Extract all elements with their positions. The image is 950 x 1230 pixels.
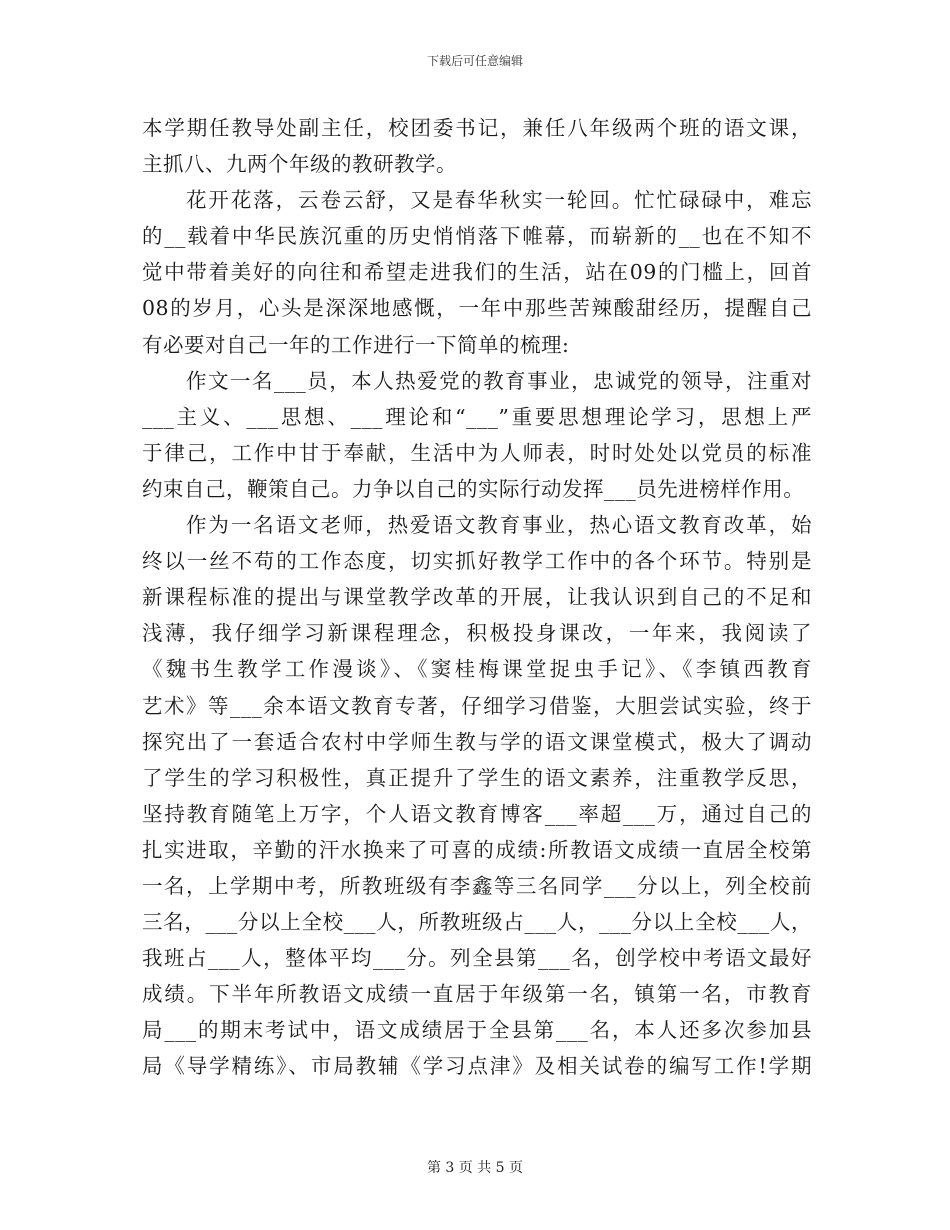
text-line: 我班占___人，整体平均___分。列全县第___名，创学校中考语文最好 — [142, 946, 812, 971]
document-body — [142, 110, 812, 1085]
text-line: 扎实进取，辛勤的汗水换来了可喜的成绩:所教语文成绩一直居全校第 — [142, 837, 812, 862]
text-line: 坚持教育随笔上万字，个人语文教育博客___率超___万，通过自己的 — [142, 801, 812, 826]
text-line: 有必要对自己一年的工作进行一下简单的梳理: — [142, 332, 570, 357]
text-line: 08的岁月，心头是深深地感慨，一年中那些苦辣酸甜经历，提醒自己 — [142, 296, 812, 321]
text-line: 本学期任教导处副主任，校团委书记，兼任八年级两个班的语文课， — [142, 116, 812, 140]
text-line: 觉中带着美好的向往和希望走进我们的生活，站在09的门槛上，回首 — [142, 260, 812, 285]
text-line: 于律己，工作中甘于奉献，生活中为人师表，时时处处以党员的标准 — [142, 440, 812, 465]
text-line: 局___的期末考试中，语文成绩居于全县第___名，本人还多次参加县 — [142, 1018, 812, 1043]
text-line: 约束自己，鞭策自己。力争以自己的实际行动发挥___员先进榜样作用。 — [142, 476, 805, 501]
text-line: 局《导学精练》、市局教辅《学习点津》及相关试卷的编写工作!学期 — [142, 1054, 812, 1079]
text-line: 浅薄，我仔细学习新课程理念，积极投身课改，一年来，我阅读了 — [142, 621, 812, 646]
text-line: 探究出了一套适合农村中学师生教与学的语文课堂模式，极大了调动 — [142, 729, 812, 754]
text-line: 成绩。下半年所教语文成绩一直居于年级第一名，镇第一名，市教育 — [142, 982, 812, 1007]
text-line: 花开花落，云卷云舒，又是春华秋实一轮回。忙忙碌碌中，难忘 — [186, 188, 812, 213]
text-line: 的__载着中华民族沉重的历史悄悄落下帷幕，而崭新的__也在不知不 — [142, 224, 812, 249]
text-line: 主抓八、九两个年级的教研教学。 — [142, 152, 457, 177]
text-line: 艺术》等___余本语文教育专著，仔细学习借鉴，大胆尝试实验，终于 — [142, 693, 812, 718]
page-number-footer: 第 3 页 共 5 页 — [426, 1160, 524, 1176]
text-line: 新课程标准的提出与课堂教学改革的开展，让我认识到自己的不足和 — [142, 585, 812, 610]
text-line: 终以一丝不苟的工作态度，切实抓好教学工作中的各个环节。特别是 — [142, 549, 812, 574]
text-line: 作为一名语文老师，热爱语文教育事业，热心语文教育改革，始 — [186, 513, 812, 538]
text-line: 作文一名___员，本人热爱党的教育事业，忠诚党的领导，注重对 — [186, 368, 812, 393]
text-line: 三名，___分以上全校___人，所教班级占___人，___分以上全校___人， — [142, 910, 812, 935]
page-header: 下载后可任意编辑 — [426, 54, 523, 68]
text-line: 一名，上学期中考，所教班级有李鑫等三名同学___分以上，列全校前 — [142, 873, 812, 898]
text-line: ___主义、___思想、___理论和“___”重要思想理论学习，思想上严 — [142, 404, 812, 429]
text-line: 了学生的学习积极性，真正提升了学生的语文素养，注重教学反思， — [142, 765, 812, 790]
text-line: 《魏书生教学工作漫谈》、《窦桂梅课堂捉虫手记》、《李镇西教育 — [142, 657, 812, 682]
